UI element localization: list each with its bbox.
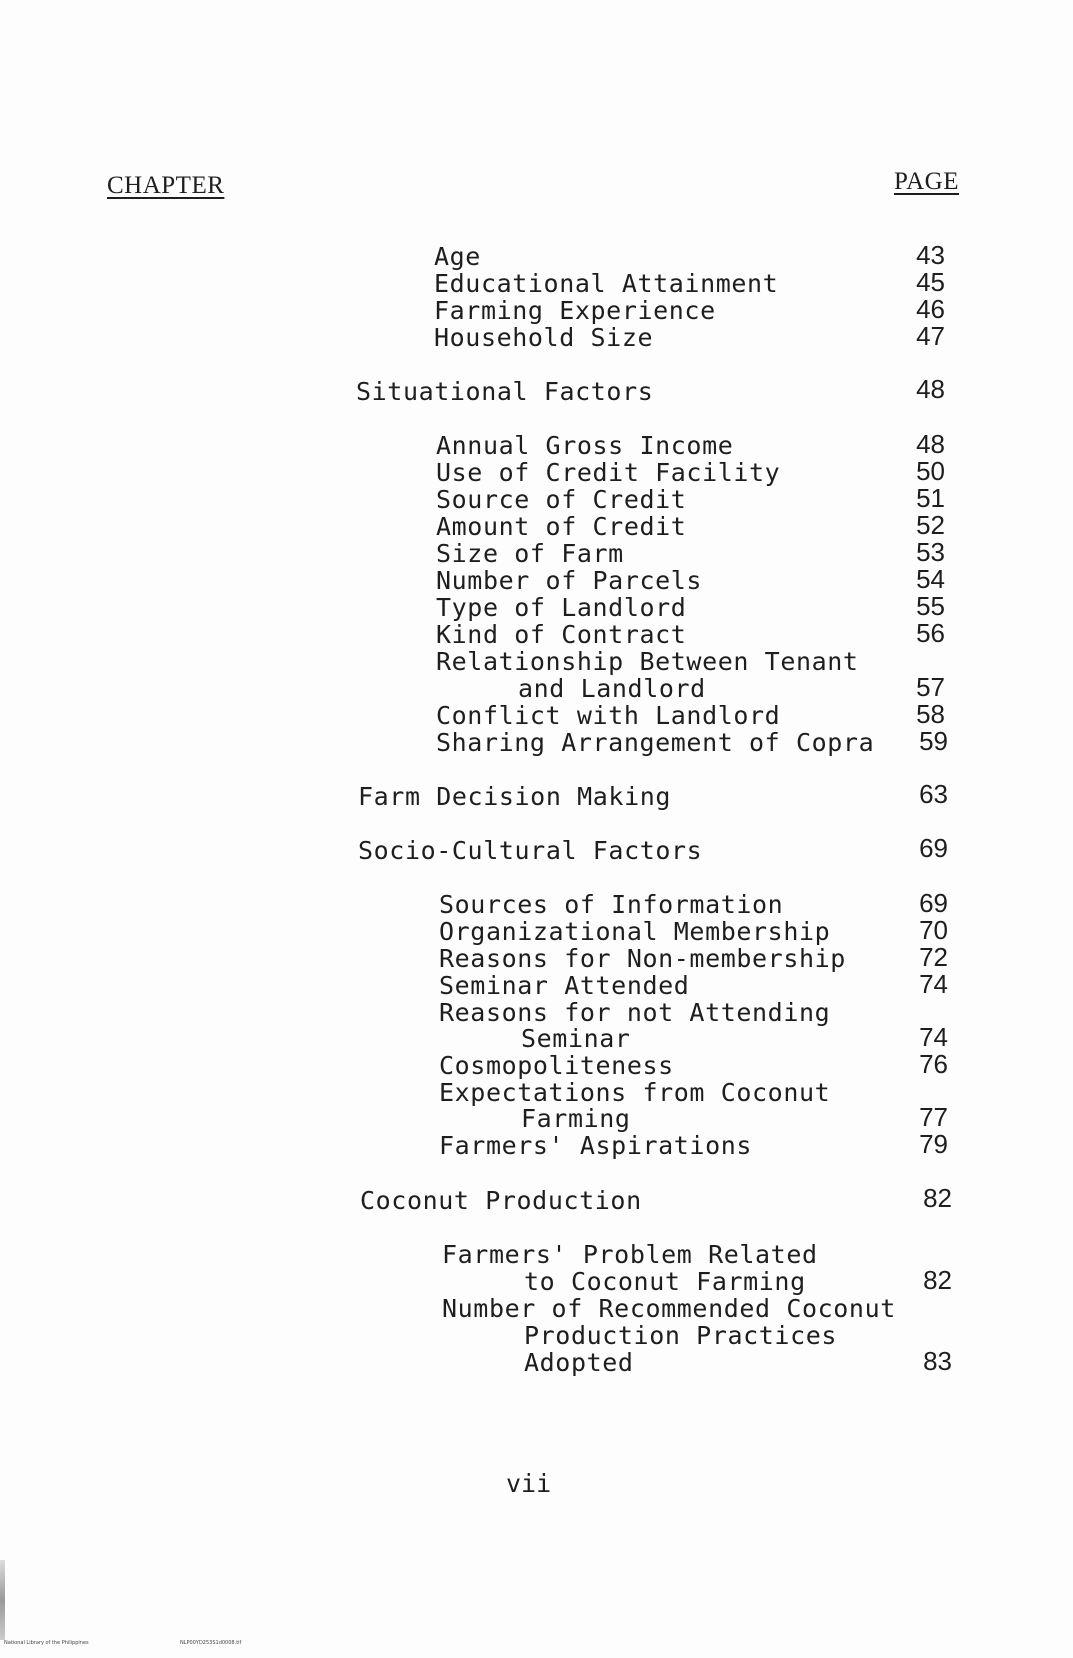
toc-page-number: 50	[916, 456, 945, 486]
toc-entry: Organizational Membership	[439, 917, 831, 946]
toc-entry-continuation: Adopted	[524, 1348, 634, 1377]
toc-section-heading: Coconut Production	[360, 1186, 642, 1215]
toc-page-number: 46	[916, 294, 945, 324]
toc-page-number: 57	[916, 672, 945, 702]
toc-entry: Expectations from Coconut	[439, 1078, 831, 1107]
toc-entry: Amount of Credit	[436, 512, 687, 541]
toc-section-heading: Socio-Cultural Factors	[358, 836, 703, 865]
toc-entry: Number of Parcels	[436, 566, 703, 595]
toc-entry: Household Size	[434, 323, 654, 352]
toc-page-number: 63	[919, 779, 948, 809]
toc-page-number: 54	[916, 564, 945, 594]
toc-entry: Type of Landlord	[436, 593, 687, 622]
toc-page-number: 82	[923, 1183, 952, 1213]
toc-entry: Annual Gross Income	[436, 431, 734, 460]
toc-entry: Sources of Information	[439, 890, 784, 919]
file-id-stamp: NLP00YD253S1d0008.tif	[180, 1640, 242, 1646]
toc-entry-continuation: to Coconut Farming	[524, 1267, 806, 1296]
toc-entry-continuation: Seminar	[521, 1024, 631, 1053]
toc-section-heading: Farm Decision Making	[358, 782, 672, 811]
toc-page-number: 70	[919, 915, 948, 945]
toc-page-number: 52	[916, 510, 945, 540]
toc-entry: Source of Credit	[436, 485, 687, 514]
toc-entry: Seminar Attended	[439, 971, 690, 1000]
toc-page-number: 48	[916, 429, 945, 459]
toc-page-number: 55	[916, 591, 945, 621]
page-column-header: PAGE	[894, 168, 959, 195]
toc-entry: Age	[434, 242, 481, 271]
toc-entry: Cosmopoliteness	[439, 1051, 674, 1080]
toc-entry: Size of Farm	[436, 539, 624, 568]
toc-page-number: 72	[919, 942, 948, 972]
toc-section-heading: Situational Factors	[356, 377, 654, 406]
toc-entry: Farmers' Problem Related	[442, 1240, 818, 1269]
toc-entry: Relationship Between Tenant	[436, 647, 859, 676]
toc-page-number: 48	[916, 374, 945, 404]
toc-entry-continuation: and Landlord	[518, 674, 706, 703]
toc-entry: Reasons for Non-membership	[439, 944, 846, 973]
toc-entry: Sharing Arrangement of Copra	[436, 728, 875, 757]
toc-page-number: 45	[916, 267, 945, 297]
toc-page-number: 77	[919, 1102, 948, 1132]
toc-page-number: 82	[923, 1265, 952, 1295]
toc-page-number: 76	[919, 1049, 948, 1079]
toc-page-number: 83	[923, 1346, 952, 1376]
toc-page-number: 69	[919, 833, 948, 863]
toc-page-number: 47	[916, 321, 945, 351]
toc-entry: Conflict with Landlord	[436, 701, 781, 730]
toc-entry: Farmers' Aspirations	[439, 1131, 753, 1160]
toc-page-number: 43	[916, 240, 945, 270]
toc-page-number: 51	[916, 483, 945, 513]
toc-entry-continuation: Production Practices	[524, 1321, 838, 1350]
toc-page-number: 56	[916, 618, 945, 648]
toc-entry-continuation: Farming	[521, 1104, 631, 1133]
toc-page-number: 53	[916, 537, 945, 567]
toc-entry: Educational Attainment	[434, 269, 779, 298]
toc-page-number: 58	[916, 699, 945, 729]
roman-page-number: vii	[506, 1469, 552, 1498]
toc-page-number: 79	[919, 1129, 948, 1159]
library-stamp: National Library of the Philippines	[4, 1640, 89, 1646]
toc-entry: Use of Credit Facility	[436, 458, 781, 487]
toc-page-number: 69	[919, 888, 948, 918]
toc-page-number: 74	[919, 969, 948, 999]
toc-entry: Kind of Contract	[436, 620, 687, 649]
chapter-column-header: CHAPTER	[107, 172, 225, 199]
toc-entry: Number of Recommended Coconut	[442, 1294, 896, 1323]
toc-entry: Farming Experience	[434, 296, 716, 325]
toc-page-number: 74	[919, 1022, 948, 1052]
toc-entry: Reasons for not Attending	[439, 998, 831, 1027]
scan-edge-mark	[0, 1560, 5, 1640]
toc-page-number: 59	[919, 726, 948, 756]
